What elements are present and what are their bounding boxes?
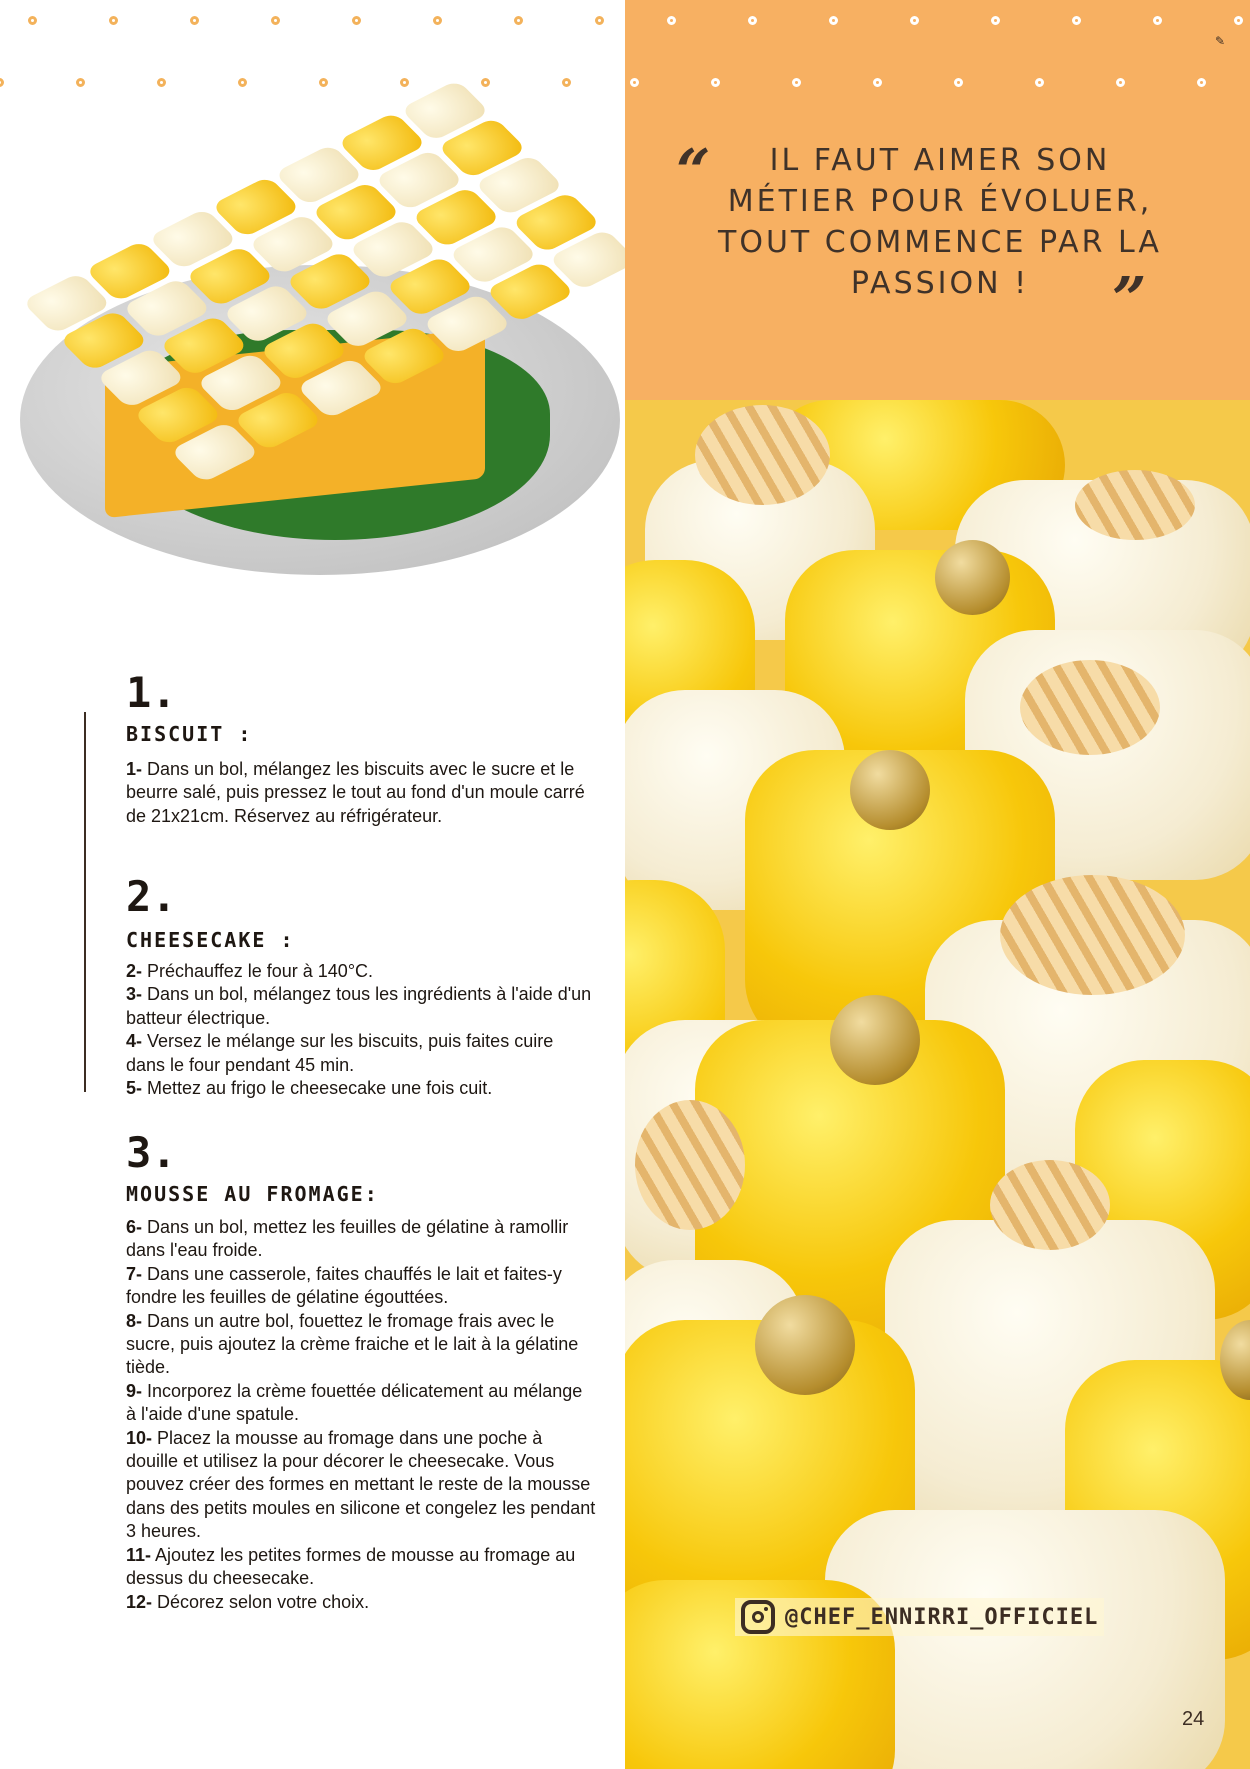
- open-quote-mark: “: [676, 137, 711, 207]
- step-item: 10- Placez la mousse au fromage dans une poche à douille et utilisez la pour décorer le cheesecake. Vous pouvez créer des formes en mettant le reste de la mousse dans des petits moules en silicone et congelez les pendant 3 heures.: [126, 1427, 596, 1542]
- step-item: 6- Dans un bol, mettez les feuilles de gélatine à ramollir dans l'eau froide.: [126, 1217, 569, 1261]
- section-number: 3.: [126, 1128, 177, 1177]
- section-steps: [126, 960, 596, 1100]
- section-steps: [126, 1216, 596, 1614]
- close-quote-mark: ”: [1112, 265, 1147, 335]
- step-item: 11- Ajoutez les petites formes de mousse au fromage au dessus du cheesecake.: [126, 1544, 576, 1589]
- step-item: 9- Incorporez la crème fouettée délicatement au mélange à l'aide d'une spatule.: [126, 1380, 583, 1425]
- step-item: 2- Préchauffez le four à 140°C.: [126, 961, 374, 981]
- step-item: 8- Dans un autre bol, fouettez le fromage frais avec le sucre, puis ajoutez la crème fraiche et le lait à la gélatine tiède.: [126, 1310, 579, 1378]
- step-item: 5- Mettez au frigo le cheesecake une fois cuit.: [126, 1078, 493, 1099]
- section-number: 1.: [126, 668, 177, 717]
- section-title: MOUSSE AU FROMAGE:: [126, 1182, 379, 1206]
- decorative-dots: [0, 78, 571, 87]
- step-item: 3- Dans un bol, mélangez tous les ingrédients à l'aide d'un batteur électrique.: [126, 984, 592, 1028]
- section-steps: [126, 758, 596, 828]
- section-title: BISCUIT :: [126, 722, 253, 746]
- step-item: 1- Dans un bol, mélangez les biscuits avec le sucre et le beurre salé, puis pressez le tout au fond d'un moule carré de 21x21cm. Réservez au réfrigérateur.: [126, 759, 585, 826]
- quote-line: MÉTIER POUR ÉVOLUER,: [727, 184, 1153, 219]
- section-title: CHEESECAKE :: [126, 928, 295, 952]
- step-item: 7- Dans une casserole, faites chauffés le lait et faites-y fondre les feuilles de gélatine égouttées.: [126, 1263, 562, 1308]
- decorative-dots: [667, 16, 1243, 25]
- quote-line: IL FAUT AIMER SON: [769, 143, 1111, 178]
- dessert-closeup-photo: [625, 400, 1250, 1769]
- step-item: 12- Décorez selon votre choix.: [126, 1591, 370, 1612]
- page-number: 24: [1182, 1708, 1205, 1730]
- social-handle[interactable]: [735, 1598, 1104, 1636]
- section-number: 2.: [126, 872, 177, 921]
- cheesecake-photo: [20, 95, 630, 580]
- instagram-handle: @CHEF_ENNIRRI_OFFICIEL: [785, 1604, 1099, 1630]
- corner-mark: ✎: [1215, 34, 1226, 48]
- accent-line: [84, 712, 86, 1092]
- decorative-dots: [28, 16, 604, 25]
- quote-line: PASSION !: [850, 266, 1030, 301]
- step-item: 4- Versez le mélange sur les biscuits, puis faites cuire dans le four pendant 45 min.: [126, 1031, 554, 1075]
- decorative-dots: [630, 78, 1206, 87]
- instagram-icon: [741, 1600, 775, 1634]
- quote-line: TOUT COMMENCE PAR LA: [718, 225, 1162, 260]
